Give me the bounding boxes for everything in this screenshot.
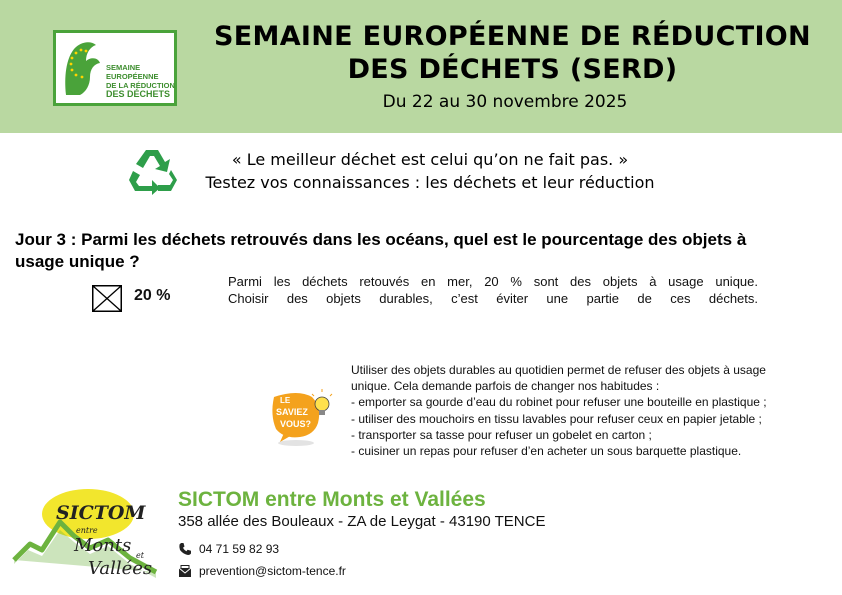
phone-icon <box>178 542 192 556</box>
badge-text: VOUS? <box>280 419 312 429</box>
organization-name: SICTOM entre Monts et Vallées <box>178 488 486 511</box>
serd-logo-icon <box>60 37 104 99</box>
phone-number: 04 71 59 82 93 <box>199 542 280 556</box>
tips-intro-line: unique. Cela demande parfois de changer nos habitudes : <box>351 379 660 394</box>
tip-item: - cuisiner un repas pour refuser d’en acheter un sous barquette plastique. <box>351 444 742 459</box>
tip-item: - transporter sa tasse pour refuser un gobelet en carton ; <box>351 427 652 442</box>
phone-row <box>178 542 279 556</box>
badge-text: LE <box>280 396 291 405</box>
quiz-subtitle: Testez vos connaissances : les déchets et leur réduction <box>205 173 655 192</box>
title-line: SEMAINE EUROPÉENNE DE RÉDUCTION <box>214 21 811 52</box>
did-you-know-text <box>351 362 811 459</box>
logo-word: entre <box>76 526 98 535</box>
tips-intro-line: Utiliser des objets durables au quotidien permet de refuser des objets à usage <box>351 363 766 377</box>
question-line: Jour 3 : Parmi les déchets retrouvés dans les océans, quel est le pourcentage des objets à <box>15 230 747 249</box>
explanation-line: Choisir des objets durables, c’est éviter une partie de ces déchets. <box>228 291 758 306</box>
email-row <box>178 564 346 578</box>
question-text <box>15 229 815 273</box>
quote-text: « Le meilleur déchet est celui qu’on ne fait pas. » <box>231 150 629 169</box>
logo-word: Vallées <box>88 558 153 579</box>
recycle-icon <box>128 147 180 195</box>
email-address: prevention@sictom-tence.fr <box>199 564 346 578</box>
mail-icon <box>178 564 192 578</box>
explanation-line: Parmi les déchets retouvés en mer, 20 % sont des objets à usage unique. <box>228 274 758 289</box>
tip-item: - utiliser des mouchoirs en tissu lavables pour refuser ceux en papier jetable ; <box>351 411 762 426</box>
logo-text-line: SEMAINE EUROPÉENNE <box>106 63 159 81</box>
logo-word: SICTOM <box>56 502 146 524</box>
serd-logo <box>53 30 177 106</box>
question-line: usage unique ? <box>15 252 140 271</box>
badge-text: SAVIEZ <box>276 407 308 417</box>
answer-value: 20 % <box>134 287 171 304</box>
checked-box-icon <box>92 285 122 312</box>
tip-item: - emporter sa gourde d’eau du robinet pour refuser une bouteille en plastique ; <box>351 395 767 410</box>
did-you-know-badge <box>266 387 334 449</box>
sictom-logo <box>12 488 162 580</box>
page-title <box>200 20 825 86</box>
logo-word: Monts <box>74 535 132 556</box>
logo-word: et <box>136 551 144 560</box>
title-line: DES DÉCHETS (SERD) <box>347 54 678 85</box>
answer-explanation <box>228 273 758 307</box>
header-banner <box>0 0 842 133</box>
event-dates: Du 22 au 30 novembre 2025 <box>382 92 628 112</box>
organization-address: 358 allée des Bouleaux - ZA de Leygat - 43190 TENCE <box>178 513 546 530</box>
logo-text-line: DES DÉCHETS <box>106 89 171 99</box>
logo-text-line: DE LA RÉDUCTION <box>106 81 175 90</box>
